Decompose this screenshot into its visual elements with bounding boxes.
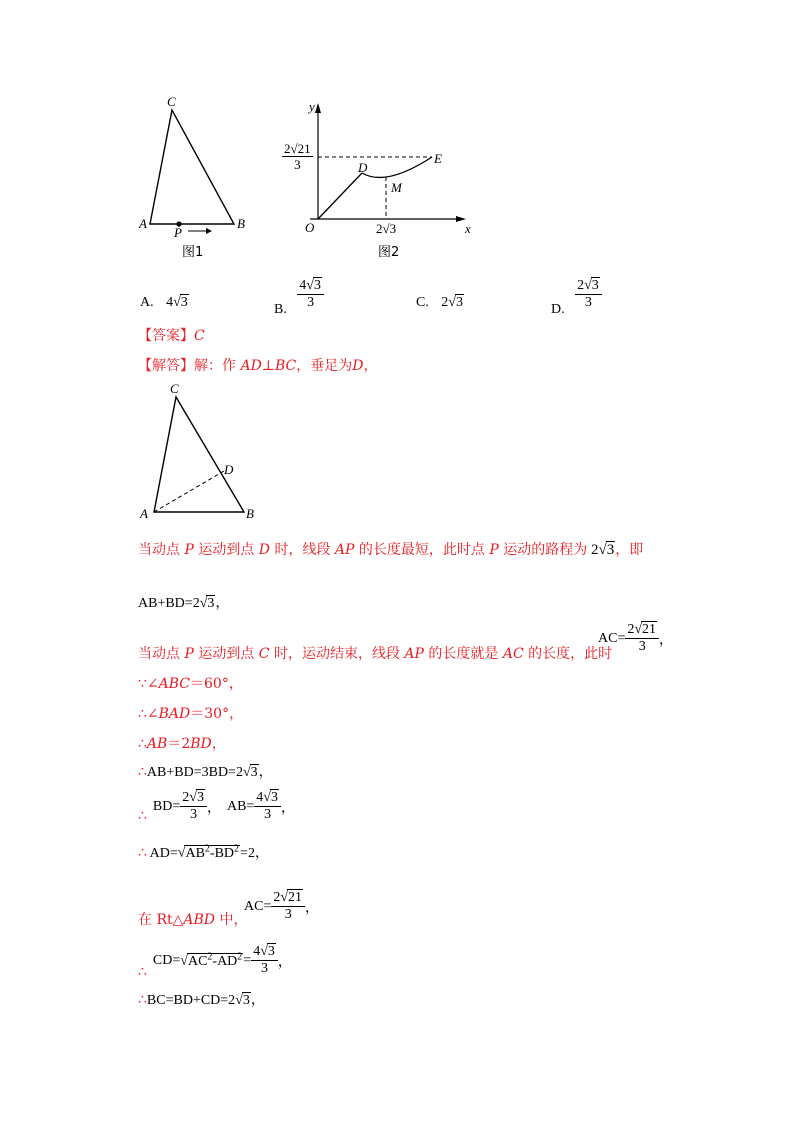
label-a-3: A [140,506,148,521]
sqrt-icon: √3 [598,542,615,558]
sqrt-icon: √3 [235,993,250,1008]
label-y: y [309,99,315,114]
solution-line-7: ∴AB+BD=3BD=2√3， [138,762,273,783]
segment-od [318,173,362,219]
option-d[interactable]: D. $\frac{2√3}{3}$ [551,278,602,311]
sqrt-icon: √3 [306,278,321,293]
label-c: C [167,94,176,109]
solution-line-6: ∴AB＝2BD， [138,736,226,752]
sqrt-icon: $√AB^2-BD^2$ [177,843,240,861]
label-x: x [465,221,471,236]
sqrt-icon: √3 [448,295,463,310]
answer-value: C [194,328,205,344]
label-a: A [139,216,147,231]
arrow-head [206,228,212,234]
figure-3-triangle [140,385,270,525]
solution-line-1: 当动点 P 运动到点 D 时，线段 AP 的长度最短，此时点 P 运动的路程为 2√3，即 [138,542,644,558]
label-d: D [358,160,368,175]
label-b: B [237,216,245,231]
altitude-ad [154,471,224,512]
sqrt-icon: √21 [634,622,657,637]
ac-value-1: AC= $\frac{2√21}{3}$ ， [598,622,674,654]
sqrt-icon: $√AC^2-AD^2$ [180,951,243,969]
label-m: M [391,180,402,195]
triangle-abc [150,110,234,224]
option-b[interactable]: B. $\frac{4√3}{3}$ [274,278,324,311]
label-d-3: D [224,462,234,477]
y-arrow [315,103,321,113]
sqrt-icon: √21 [280,890,303,905]
answer-line [138,326,205,346]
y-tick-num: 2√21 [284,141,311,156]
sqrt-icon: √3 [242,765,258,780]
ac-value-2: AC= $\frac{2√21}{3}$ ， [244,890,320,922]
sqrt-icon: √3 [199,596,215,611]
figure-2-caption: 图2 [378,245,400,260]
option-d-key: D. [551,301,565,317]
solution-line-5: ∴∠BAD＝30°， [138,706,244,722]
solution-line-8: ∴ BD= $\frac{2√3}{3}$ ， AB= $\frac{4√3}{3}$ ， [138,790,295,824]
option-a-key: A. [140,295,154,310]
solution-line-9: ∴ $AD=√AB^2-BD^2=2$， [138,843,269,861]
solution-line-10: 在 Rt△ABD 中， [138,912,248,928]
solution-line-3: 当动点 P 运动到点 C 时，运动结束，线段 AP 的长度就是 AC 的长度，此时 [138,646,613,662]
solution-line-2: AB+BD=2√3， [138,594,229,614]
option-a-coef: 4 [166,295,174,310]
sqrt-icon: √3 [173,295,188,310]
label-e: E [434,151,442,166]
option-a[interactable] [140,292,189,313]
label-o: O [305,220,315,235]
sqrt-icon: √3 [263,790,278,805]
answer-label: 【答案】 [138,328,194,344]
analysis-line: 【解答】解：作 AD⊥BC，垂足为D， [138,358,378,374]
option-c[interactable]: C. 2√3 [416,292,464,313]
solution-line-11: ∴ CD= $√AC^2-AD^2$ = $\frac{4√3}{3}$ ， [138,944,292,980]
sqrt-icon: √3 [584,278,599,293]
label-c-3: C [170,381,179,396]
y-tick-label [282,141,313,172]
sqrt-icon: √3 [189,790,204,805]
curve-dme [362,157,432,177]
y-tick-den: 3 [294,157,301,172]
triangle-abc-2 [154,397,244,512]
option-c-key: C. [416,295,429,310]
option-b-key: B. [274,301,287,317]
sqrt-icon: √3 [260,944,275,959]
x-tick-label: 2√3 [376,221,397,236]
solution-line-4: ∵∠ABC＝60°， [138,676,243,692]
figure-1-caption: 图1 [182,245,204,260]
solution-line-12: ∴BC=BD+CD=2√3， [138,990,265,1011]
figure-1-triangle [130,90,260,260]
label-p: P [174,225,182,240]
label-b-3: B [246,506,254,521]
